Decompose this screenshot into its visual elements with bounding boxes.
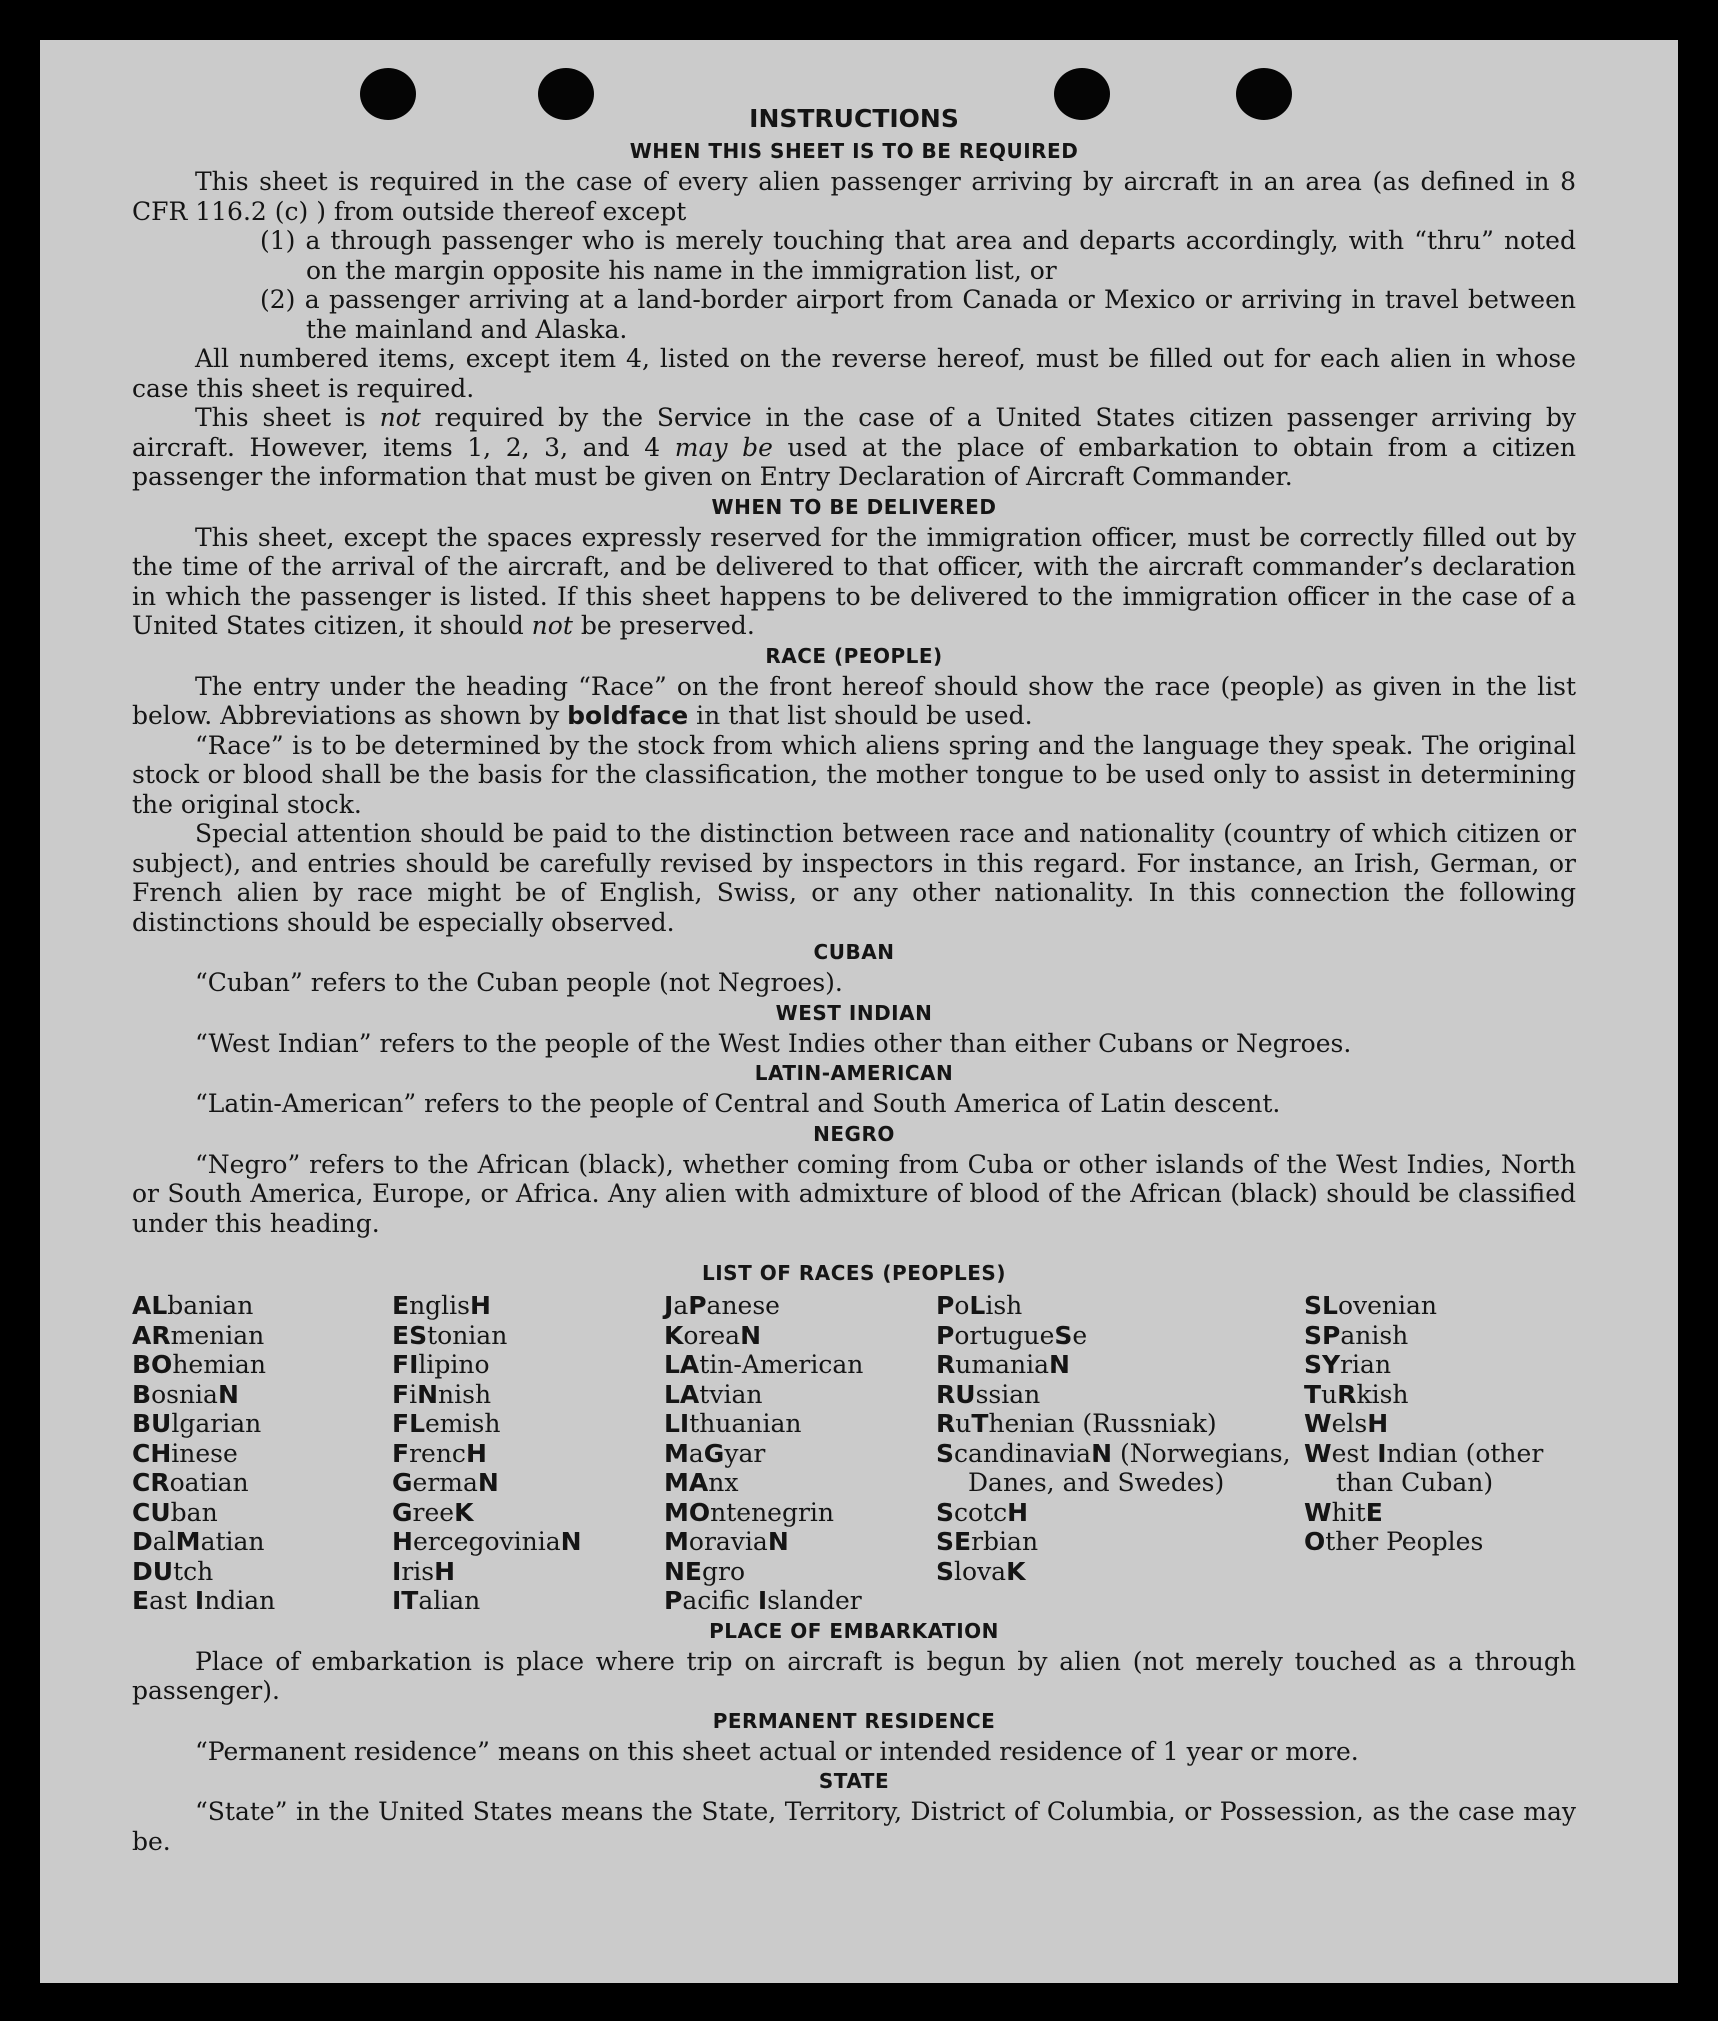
race-name-text: e — [1072, 1320, 1088, 1350]
race-entry — [936, 1291, 1304, 1321]
race-name-text: inese — [171, 1438, 238, 1468]
paragraph — [132, 403, 1576, 492]
race-name-text: nglis — [409, 1291, 471, 1320]
race-abbreviation-letters: I — [392, 1556, 402, 1586]
race-name-text: candinavia — [954, 1438, 1092, 1468]
race-entry — [664, 1321, 936, 1351]
race-name-text: ntenegrin — [710, 1497, 835, 1527]
race-entry — [1304, 1321, 1576, 1351]
race-abbreviation-letters: P — [936, 1320, 955, 1350]
race-name-text: anese — [706, 1291, 780, 1320]
race-abbreviation-letters: I — [757, 1586, 768, 1615]
race-entry — [1304, 1498, 1576, 1528]
race-entry — [392, 1321, 664, 1351]
race-abbreviation-letters: O — [1304, 1527, 1326, 1556]
race-abbreviation-letters: H — [1007, 1497, 1029, 1527]
race-column — [936, 1291, 1304, 1616]
race-name-text: u — [1321, 1379, 1338, 1409]
race-name-text: lgarian — [171, 1409, 262, 1438]
race-abbreviation-letters: L — [969, 1291, 986, 1320]
text: This sheet, except the spaces expressly reserved for the immigration officer, must be correctly filled out by the time of the arrival of the aircraft, and be delivered to that officer, with the aircraft commander’s declaration in which the passenger is listed. If this sheet happens to be delivered to the immigration officer in the case of a United States citizen, it should — [132, 522, 1576, 640]
race-abbreviation-letters: H — [470, 1291, 491, 1320]
race-abbreviation-letters: N — [740, 1320, 762, 1350]
race-entry — [392, 1291, 664, 1321]
race-entry — [392, 1468, 664, 1498]
race-entry — [664, 1527, 936, 1557]
race-abbreviation-letters: N — [477, 1468, 499, 1497]
race-abbreviation-letters: S — [1054, 1320, 1073, 1350]
race-name-text: umania — [955, 1350, 1049, 1379]
race-abbreviation-letters: H — [465, 1438, 487, 1468]
document-sheet — [40, 40, 1678, 1983]
race-name-text: erma — [412, 1468, 478, 1497]
race-name-text: hit — [1331, 1497, 1366, 1527]
race-abbreviation-letters: W — [1304, 1497, 1332, 1527]
exception-item-1: (1) a through passenger who is merely touching that area and departs accordingly, with “thru” noted on the margin opposite his name in the immigration list, or — [260, 226, 1576, 285]
paragraph: “Permanent residence” means on this sheet actual or intended residence of 1 year or more. — [195, 1736, 1359, 1766]
race-name-text: tch — [173, 1556, 214, 1586]
race-name-text: i — [409, 1379, 418, 1409]
text: used at the place of embarkation to obtain from a citizen passenger the information that must be given on Entry Declaration of Aircraft Commander. — [132, 432, 1576, 491]
race-abbreviation-letters: H — [434, 1556, 456, 1586]
race-entry — [392, 1350, 664, 1380]
race-name-text: els — [1331, 1409, 1368, 1438]
race-abbreviation-letters: DU — [132, 1556, 174, 1586]
paragraph: “West Indian” refers to the people of the West Indies other than either Cubans or Negroes. — [195, 1028, 1352, 1058]
race-entry — [664, 1498, 936, 1528]
race-abbreviation-letters: NE — [664, 1556, 703, 1586]
race-entry — [132, 1291, 392, 1321]
race-abbreviation-letters: N — [767, 1527, 789, 1556]
section-heading-negro: NEGRO — [813, 1121, 895, 1146]
race-abbreviation-letters: CH — [132, 1438, 172, 1468]
race-abbreviation-letters: W — [1304, 1438, 1332, 1468]
race-name-text: ris — [401, 1556, 435, 1586]
race-name-text: tvian — [699, 1379, 763, 1409]
race-name-text: atian — [200, 1527, 265, 1556]
race-name-text: ovenian — [1337, 1291, 1438, 1320]
race-abbreviation-letters: N — [417, 1379, 439, 1409]
race-entry — [132, 1527, 392, 1557]
race-name-text: menian — [170, 1320, 265, 1350]
race-abbreviation-letters: N — [1048, 1350, 1070, 1379]
race-entry — [664, 1409, 936, 1439]
section-heading-west-indian: WEST INDIAN — [775, 1000, 933, 1025]
race-abbreviation-letters: K — [454, 1497, 474, 1527]
race-name-text: ndian — [204, 1586, 276, 1615]
race-entry — [1304, 1350, 1576, 1380]
text: The entry under the heading “Race” on the front hereof should show the race (people) as given in the list below. Abbreviations as shown by — [132, 671, 1576, 730]
bold-text: boldface — [567, 701, 689, 730]
paragraph: “Latin-American” refers to the people of Central and South America of Latin descent. — [195, 1089, 1281, 1118]
emphasis-text: may be — [674, 432, 773, 462]
race-entry — [1304, 1439, 1576, 1498]
race-entry — [664, 1350, 936, 1380]
race-entry — [132, 1498, 392, 1528]
race-abbreviation-letters: R — [936, 1350, 956, 1379]
race-abbreviation-letters: S — [936, 1497, 955, 1527]
race-abbreviation-letters: CR — [132, 1468, 170, 1497]
race-name-text: yar — [724, 1438, 766, 1468]
race-abbreviation-letters: K — [664, 1320, 684, 1350]
race-name-text: tonian — [427, 1320, 508, 1350]
race-entry — [392, 1380, 664, 1410]
section-heading-embarkation: PLACE OF EMBARKATION — [709, 1618, 999, 1643]
race-abbreviation-letters: D — [132, 1527, 153, 1556]
race-abbreviation-letters: M — [175, 1527, 201, 1556]
race-entry — [392, 1557, 664, 1587]
paragraph: This sheet is required in the case of every alien passenger arriving by aircraft in an area (as defined in 8 CFR 116.2 (c) ) from outside thereof except — [132, 167, 1576, 226]
paragraph — [132, 672, 1576, 731]
race-abbreviation-letters: G — [392, 1497, 413, 1527]
race-name-text: ndian (other than Cuban) — [1336, 1438, 1544, 1497]
race-abbreviation-letters: K — [1006, 1556, 1026, 1586]
race-name-text: ortugue — [954, 1320, 1055, 1350]
race-entry — [936, 1350, 1304, 1380]
race-name-text: osnia — [151, 1379, 218, 1409]
race-name-text: a — [673, 1291, 689, 1320]
race-abbreviation-letters: M — [664, 1438, 689, 1468]
race-abbreviation-letters: MO — [664, 1497, 711, 1527]
section-heading-list-of-races: LIST OF RACES (PEOPLES) — [702, 1261, 1006, 1285]
paragraph: “Negro” refers to the African (black), whether coming from Cuba or other islands of the West Indies, North or South America, Europe, or Africa. Any alien with admixture of blood of the African (black) should be classified under this heading. — [132, 1149, 1576, 1238]
race-entry — [664, 1439, 936, 1469]
race-abbreviation-letters: E — [132, 1586, 150, 1615]
race-entry — [132, 1409, 392, 1439]
race-name-text: u — [955, 1409, 972, 1438]
race-name-text: banian — [167, 1291, 254, 1320]
section-heading-latin-american: LATIN-AMERICAN — [754, 1061, 954, 1085]
race-name-text: cotc — [954, 1497, 1008, 1527]
race-abbreviation-letters: M — [664, 1527, 689, 1556]
race-abbreviation-letters: FI — [392, 1350, 419, 1379]
race-abbreviation-letters: SL — [1304, 1291, 1338, 1320]
race-entry — [392, 1439, 664, 1469]
race-abbreviation-letters: IT — [392, 1586, 419, 1615]
race-entry — [936, 1439, 1304, 1498]
race-abbreviation-letters: I — [1377, 1438, 1387, 1468]
race-name-text: ast — [149, 1586, 195, 1615]
race-abbreviation-letters: G — [392, 1468, 413, 1497]
race-abbreviation-letters: CU — [132, 1497, 171, 1527]
race-abbreviation-letters: MA — [664, 1468, 709, 1497]
race-abbreviation-letters: BO — [132, 1350, 173, 1379]
text: required by the Service in the case of a United States citizen passenger arriving by aircraft. However, items 1, 2, 3, and 4 — [132, 403, 1576, 462]
section-heading-cuban: CUBAN — [813, 940, 895, 964]
race-abbreviation-letters: BU — [132, 1409, 172, 1438]
race-column — [1304, 1291, 1576, 1616]
race-abbreviation-letters: S — [936, 1438, 955, 1468]
race-entry — [132, 1321, 392, 1351]
race-abbreviation-letters: SY — [1304, 1350, 1341, 1379]
race-entry — [936, 1380, 1304, 1410]
page-title: INSTRUCTIONS — [749, 104, 959, 133]
race-abbreviation-letters: LA — [664, 1350, 700, 1379]
race-abbreviation-letters: N — [560, 1527, 582, 1556]
race-entry — [936, 1527, 1304, 1557]
race-entry — [392, 1409, 664, 1439]
race-entry — [1304, 1409, 1576, 1439]
race-column — [132, 1291, 392, 1616]
race-name-text: ther Peoples — [1325, 1527, 1484, 1556]
race-abbreviation-letters: RU — [936, 1379, 976, 1409]
race-abbreviation-letters: H — [392, 1527, 413, 1556]
paragraph: “Cuban” refers to the Cuban people (not Negroes). — [195, 968, 843, 997]
race-entry — [936, 1498, 1304, 1528]
text: be preserved. — [572, 611, 755, 640]
race-abbreviation-letters: AR — [132, 1320, 171, 1350]
race-abbreviation-letters: P — [936, 1291, 955, 1320]
race-name-text: rbian — [971, 1527, 1039, 1556]
race-abbreviation-letters: ES — [392, 1320, 428, 1350]
race-abbreviation-letters: R — [1337, 1379, 1357, 1409]
race-abbreviation-letters: F — [392, 1379, 410, 1409]
race-abbreviation-letters: J — [664, 1291, 674, 1320]
instructions-body — [132, 102, 1576, 1856]
race-column — [664, 1291, 936, 1616]
race-abbreviation-letters: N — [217, 1379, 239, 1409]
paragraph: “Race” is to be determined by the stock from which aliens spring and the language they speak. The original stock or blood shall be the basis for the classification, the mother tongue to be used only to assist in determining the original stock. — [132, 730, 1576, 819]
race-name-text: (Norwegians, Danes, and Swedes) — [968, 1438, 1291, 1497]
race-abbreviation-letters: SP — [1304, 1320, 1341, 1350]
race-abbreviation-letters: SE — [936, 1527, 972, 1556]
race-name-text: alian — [418, 1586, 481, 1615]
race-name-text: lova — [954, 1556, 1007, 1586]
race-name-text: rian — [1340, 1350, 1392, 1379]
race-entry — [664, 1557, 936, 1587]
race-name-text: o — [954, 1291, 970, 1320]
race-name-text: slander — [767, 1586, 862, 1615]
race-column — [392, 1291, 664, 1616]
race-abbreviation-letters: I — [194, 1586, 205, 1615]
race-name-text: thuanian — [689, 1409, 802, 1438]
race-abbreviation-letters: E — [1365, 1497, 1383, 1527]
race-name-text: anish — [1340, 1320, 1409, 1350]
text: This sheet is — [195, 403, 380, 432]
race-name-text: oravia — [688, 1527, 768, 1556]
paragraph: Special attention should be paid to the distinction between race and nationality (country of which citizen or subject), and entries should be carefully revised by inspectors in this regard. For instance, an Irish, German, or French alien by race might be of English, Swiss, or any other nationality. In this connection the following distinctions should be especially observed. — [132, 819, 1576, 937]
text: in that list should be used. — [688, 701, 1033, 730]
race-abbreviation-letters: F — [392, 1438, 410, 1468]
race-abbreviation-letters: T — [1304, 1379, 1322, 1409]
section-heading-state: STATE — [818, 1769, 890, 1793]
race-name-text: ish — [985, 1291, 1023, 1320]
race-name-text: nish — [438, 1379, 492, 1409]
race-name-text: henian (Russniak) — [988, 1409, 1217, 1438]
race-entry — [132, 1350, 392, 1380]
race-entry — [1304, 1527, 1576, 1557]
race-entry — [664, 1380, 936, 1410]
race-name-text: ssian — [975, 1379, 1041, 1409]
race-list — [132, 1291, 1576, 1616]
race-entry — [392, 1586, 664, 1616]
exception-item-2: (2) a passenger arriving at a land-border airport from Canada or Mexico or arriving in travel between the mainland and Alaska. — [260, 285, 1576, 344]
race-name-text: acific — [682, 1586, 758, 1615]
race-name-text: orea — [683, 1320, 741, 1350]
race-entry — [664, 1468, 936, 1498]
race-abbreviation-letters: P — [688, 1291, 707, 1320]
race-entry — [132, 1557, 392, 1587]
race-name-text: ban — [170, 1497, 218, 1527]
race-entry — [936, 1409, 1304, 1439]
race-name-text: nx — [708, 1468, 739, 1497]
race-abbreviation-letters: FL — [392, 1409, 426, 1438]
race-abbreviation-letters: G — [703, 1438, 725, 1468]
section-heading-residence: PERMANENT RESIDENCE — [712, 1708, 996, 1733]
section-heading-race: RACE (PEOPLE) — [765, 643, 943, 668]
race-abbreviation-letters: S — [936, 1556, 955, 1586]
race-name-text: emish — [425, 1409, 501, 1438]
race-abbreviation-letters: LI — [664, 1409, 690, 1438]
race-abbreviation-letters: H — [1367, 1409, 1389, 1438]
race-name-text: gro — [702, 1556, 746, 1586]
race-name-text: lipino — [418, 1350, 490, 1379]
race-name-text: ree — [412, 1497, 455, 1527]
race-abbreviation-letters: E — [392, 1291, 410, 1320]
race-abbreviation-letters: W — [1304, 1409, 1332, 1438]
section-heading-delivered: WHEN TO BE DELIVERED — [711, 494, 997, 519]
race-abbreviation-letters: N — [1091, 1438, 1112, 1468]
race-name-text: al — [152, 1527, 176, 1556]
race-entry — [664, 1291, 936, 1321]
race-name-text: oatian — [169, 1468, 249, 1497]
race-entry — [132, 1380, 392, 1410]
race-name-text: ercegovinia — [412, 1527, 561, 1556]
emphasis-text: not — [379, 403, 421, 432]
race-abbreviation-letters: R — [936, 1409, 956, 1438]
race-entry — [132, 1439, 392, 1469]
race-abbreviation-letters: AL — [132, 1291, 168, 1320]
emphasis-text: not — [531, 611, 573, 640]
race-entry — [936, 1557, 1304, 1587]
race-abbreviation-letters: P — [664, 1586, 683, 1615]
race-entry — [132, 1468, 392, 1498]
race-name-text: tin-American — [699, 1350, 864, 1379]
race-abbreviation-letters: LA — [664, 1379, 700, 1409]
race-entry — [936, 1321, 1304, 1351]
race-entry — [1304, 1380, 1576, 1410]
race-name-text: hemian — [172, 1350, 266, 1379]
race-name-text: renc — [409, 1438, 466, 1468]
race-abbreviation-letters: T — [971, 1409, 989, 1438]
race-entry — [1304, 1291, 1576, 1321]
paragraph — [132, 523, 1576, 641]
race-entry — [392, 1527, 664, 1557]
paragraph: “State” in the United States means the State, Territory, District of Columbia, or Possession, as the case may be. — [132, 1797, 1576, 1856]
race-entry — [132, 1586, 392, 1616]
race-name-text: est — [1331, 1438, 1378, 1468]
section-heading-required: WHEN THIS SHEET IS TO BE REQUIRED — [629, 139, 1079, 163]
race-name-text: kish — [1356, 1379, 1409, 1409]
race-entry — [392, 1498, 664, 1528]
paragraph: Place of embarkation is place where trip on aircraft is begun by alien (not merely touched as a through passenger). — [132, 1646, 1576, 1705]
race-abbreviation-letters: B — [132, 1379, 152, 1409]
race-name-text: a — [688, 1438, 704, 1468]
paragraph: All numbered items, except item 4, listed on the reverse hereof, must be filled out for each alien in whose case this sheet is required. — [132, 344, 1576, 403]
race-entry — [664, 1586, 936, 1616]
